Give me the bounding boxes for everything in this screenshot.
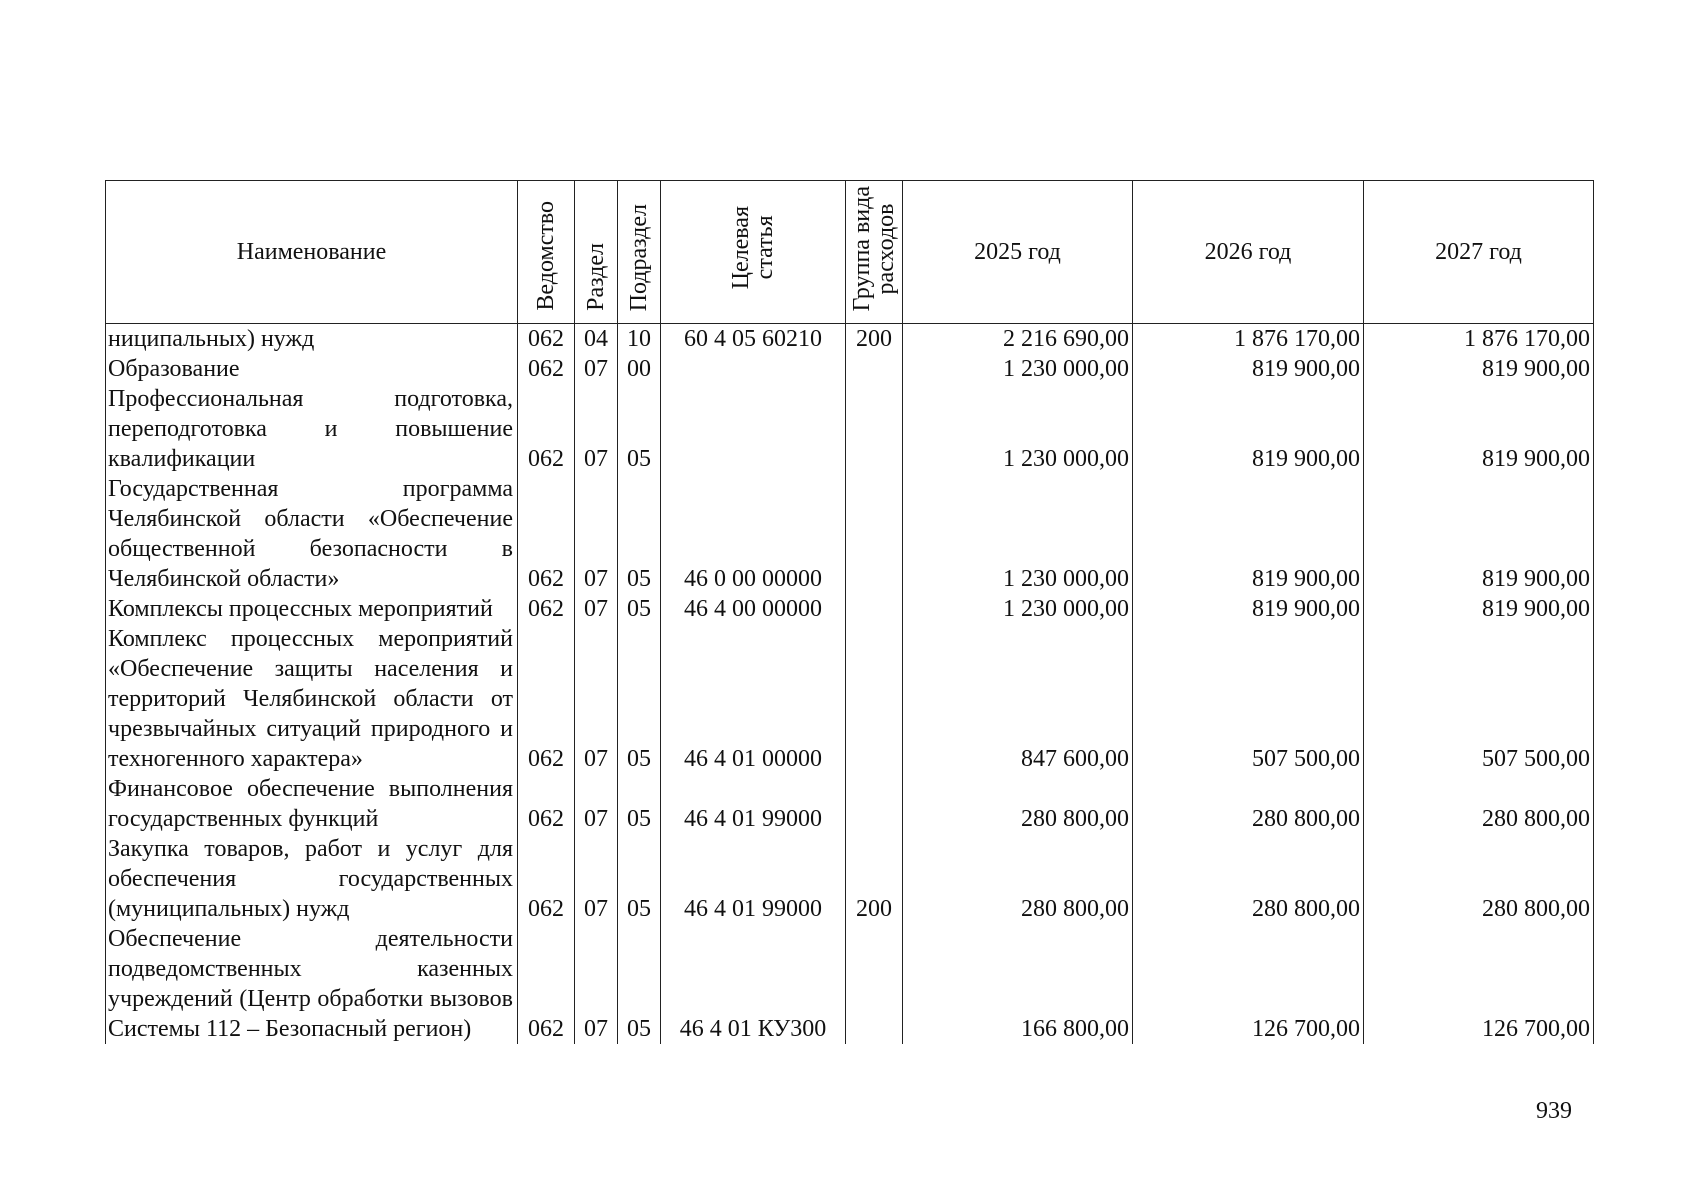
cell-target [661, 384, 846, 474]
cell-y2026: 126 700,00 [1133, 924, 1364, 1044]
header-y2025-label: 2025 год [974, 239, 1061, 265]
cell-dept: 062 [518, 324, 575, 355]
cell-name: Комплексы процессных мероприятий [106, 594, 518, 624]
cell-subsection: 05 [618, 834, 661, 924]
cell-name: ниципальных) нужд [106, 324, 518, 355]
cell-name: Закупка товаров, работ и услуг для обеспечения государственных (муниципальных) нужд [106, 834, 518, 924]
cell-y2027: 819 900,00 [1364, 474, 1594, 594]
cell-name: Комплекс процессных мероприятий «Обеспечение защиты населения и территорий Челябинской области от чрезвычайных ситуаций природного и техногенного характера» [106, 624, 518, 774]
cell-group: 200 [846, 834, 903, 924]
cell-y2027: 1 876 170,00 [1364, 324, 1594, 355]
cell-subsection: 05 [618, 384, 661, 474]
header-name-label: Наименование [236, 239, 387, 265]
cell-subsection: 00 [618, 354, 661, 384]
cell-name: Профессиональная подготовка, переподготовка и повышение квалификации [106, 384, 518, 474]
cell-section: 07 [575, 474, 618, 594]
table-row [106, 924, 1594, 1044]
table-row [106, 384, 1594, 474]
header-target [661, 181, 846, 324]
cell-y2025: 1 230 000,00 [903, 384, 1133, 474]
cell-y2027: 126 700,00 [1364, 924, 1594, 1044]
header-section-label: Раздел [583, 243, 609, 311]
cell-y2026: 1 876 170,00 [1133, 324, 1364, 355]
header-y2027-label: 2027 год [1435, 239, 1522, 265]
table-header-row [106, 181, 1594, 324]
cell-y2025: 1 230 000,00 [903, 354, 1133, 384]
table-row [106, 324, 1594, 355]
cell-y2027: 280 800,00 [1364, 774, 1594, 834]
cell-group [846, 384, 903, 474]
cell-y2026: 819 900,00 [1133, 594, 1364, 624]
cell-subsection: 05 [618, 474, 661, 594]
header-subsection [618, 181, 661, 324]
cell-target: 46 4 01 99000 [661, 774, 846, 834]
cell-dept: 062 [518, 774, 575, 834]
cell-subsection: 05 [618, 924, 661, 1044]
budget-table [105, 180, 1594, 1044]
cell-y2027: 280 800,00 [1364, 834, 1594, 924]
cell-group [846, 594, 903, 624]
header-dept [518, 181, 575, 324]
cell-name: Государственная программа Челябинской области «Обеспечение общественной безопасности в Челябинской области» [106, 474, 518, 594]
cell-group: 200 [846, 324, 903, 355]
cell-section: 07 [575, 624, 618, 774]
cell-y2025: 2 216 690,00 [903, 324, 1133, 355]
cell-y2025: 166 800,00 [903, 924, 1133, 1044]
cell-y2026: 280 800,00 [1133, 774, 1364, 834]
page-number: 939 [1536, 1098, 1572, 1124]
cell-section: 07 [575, 924, 618, 1044]
cell-y2026: 819 900,00 [1133, 474, 1364, 594]
header-y2026-label: 2026 год [1204, 239, 1292, 265]
cell-y2027: 819 900,00 [1364, 594, 1594, 624]
cell-y2027: 819 900,00 [1364, 384, 1594, 474]
cell-y2025: 280 800,00 [903, 774, 1133, 834]
header-section [575, 181, 618, 324]
header-y2027 [1364, 181, 1594, 324]
cell-subsection: 05 [618, 774, 661, 834]
header-target-label: Целевая статья [728, 206, 778, 290]
cell-y2025: 847 600,00 [903, 624, 1133, 774]
cell-y2025: 1 230 000,00 [903, 594, 1133, 624]
cell-y2027: 819 900,00 [1364, 354, 1594, 384]
cell-target: 46 4 01 99000 [661, 834, 846, 924]
cell-y2026: 819 900,00 [1133, 384, 1364, 474]
table-row [106, 474, 1594, 594]
cell-group [846, 774, 903, 834]
cell-section: 04 [575, 324, 618, 355]
cell-group [846, 924, 903, 1044]
cell-y2026: 507 500,00 [1133, 624, 1364, 774]
cell-y2027: 507 500,00 [1364, 624, 1594, 774]
cell-dept: 062 [518, 924, 575, 1044]
cell-subsection: 05 [618, 624, 661, 774]
table-row [106, 354, 1594, 384]
header-expense-group-label: Группа вида расходов [849, 185, 899, 311]
cell-dept: 062 [518, 834, 575, 924]
header-expense-group [846, 181, 903, 324]
cell-dept: 062 [518, 474, 575, 594]
cell-y2025: 1 230 000,00 [903, 474, 1133, 594]
cell-dept: 062 [518, 384, 575, 474]
cell-section: 07 [575, 774, 618, 834]
cell-target: 46 0 00 00000 [661, 474, 846, 594]
cell-group [846, 624, 903, 774]
cell-dept: 062 [518, 354, 575, 384]
cell-subsection: 05 [618, 594, 661, 624]
cell-name: Финансовое обеспечение выполнения государственных функций [106, 774, 518, 834]
table-row [106, 834, 1594, 924]
cell-target: 60 4 05 60210 [661, 324, 846, 355]
cell-y2026: 819 900,00 [1133, 354, 1364, 384]
cell-dept: 062 [518, 624, 575, 774]
cell-target: 46 4 01 00000 [661, 624, 846, 774]
header-y2025 [903, 181, 1133, 324]
cell-group [846, 474, 903, 594]
cell-y2025: 280 800,00 [903, 834, 1133, 924]
cell-target: 46 4 01 КУ300 [661, 924, 846, 1044]
cell-target: 46 4 00 00000 [661, 594, 846, 624]
cell-section: 07 [575, 834, 618, 924]
table-row [106, 774, 1594, 834]
header-dept-label: Ведомство [533, 201, 559, 311]
cell-dept: 062 [518, 594, 575, 624]
table-row [106, 594, 1594, 624]
cell-name: Обеспечение деятельности подведомственных казенных учреждений (Центр обработки вызовов Системы 112 – Безопасный регион) [106, 924, 518, 1044]
cell-section: 07 [575, 354, 618, 384]
cell-section: 07 [575, 384, 618, 474]
table-row [106, 624, 1594, 774]
header-subsection-label: Подраздел [626, 203, 652, 311]
cell-subsection: 10 [618, 324, 661, 355]
cell-section: 07 [575, 594, 618, 624]
cell-name: Образование [106, 354, 518, 384]
header-name [106, 181, 518, 324]
cell-y2026: 280 800,00 [1133, 834, 1364, 924]
header-y2026 [1133, 181, 1364, 324]
cell-group [846, 354, 903, 384]
cell-target [661, 354, 846, 384]
